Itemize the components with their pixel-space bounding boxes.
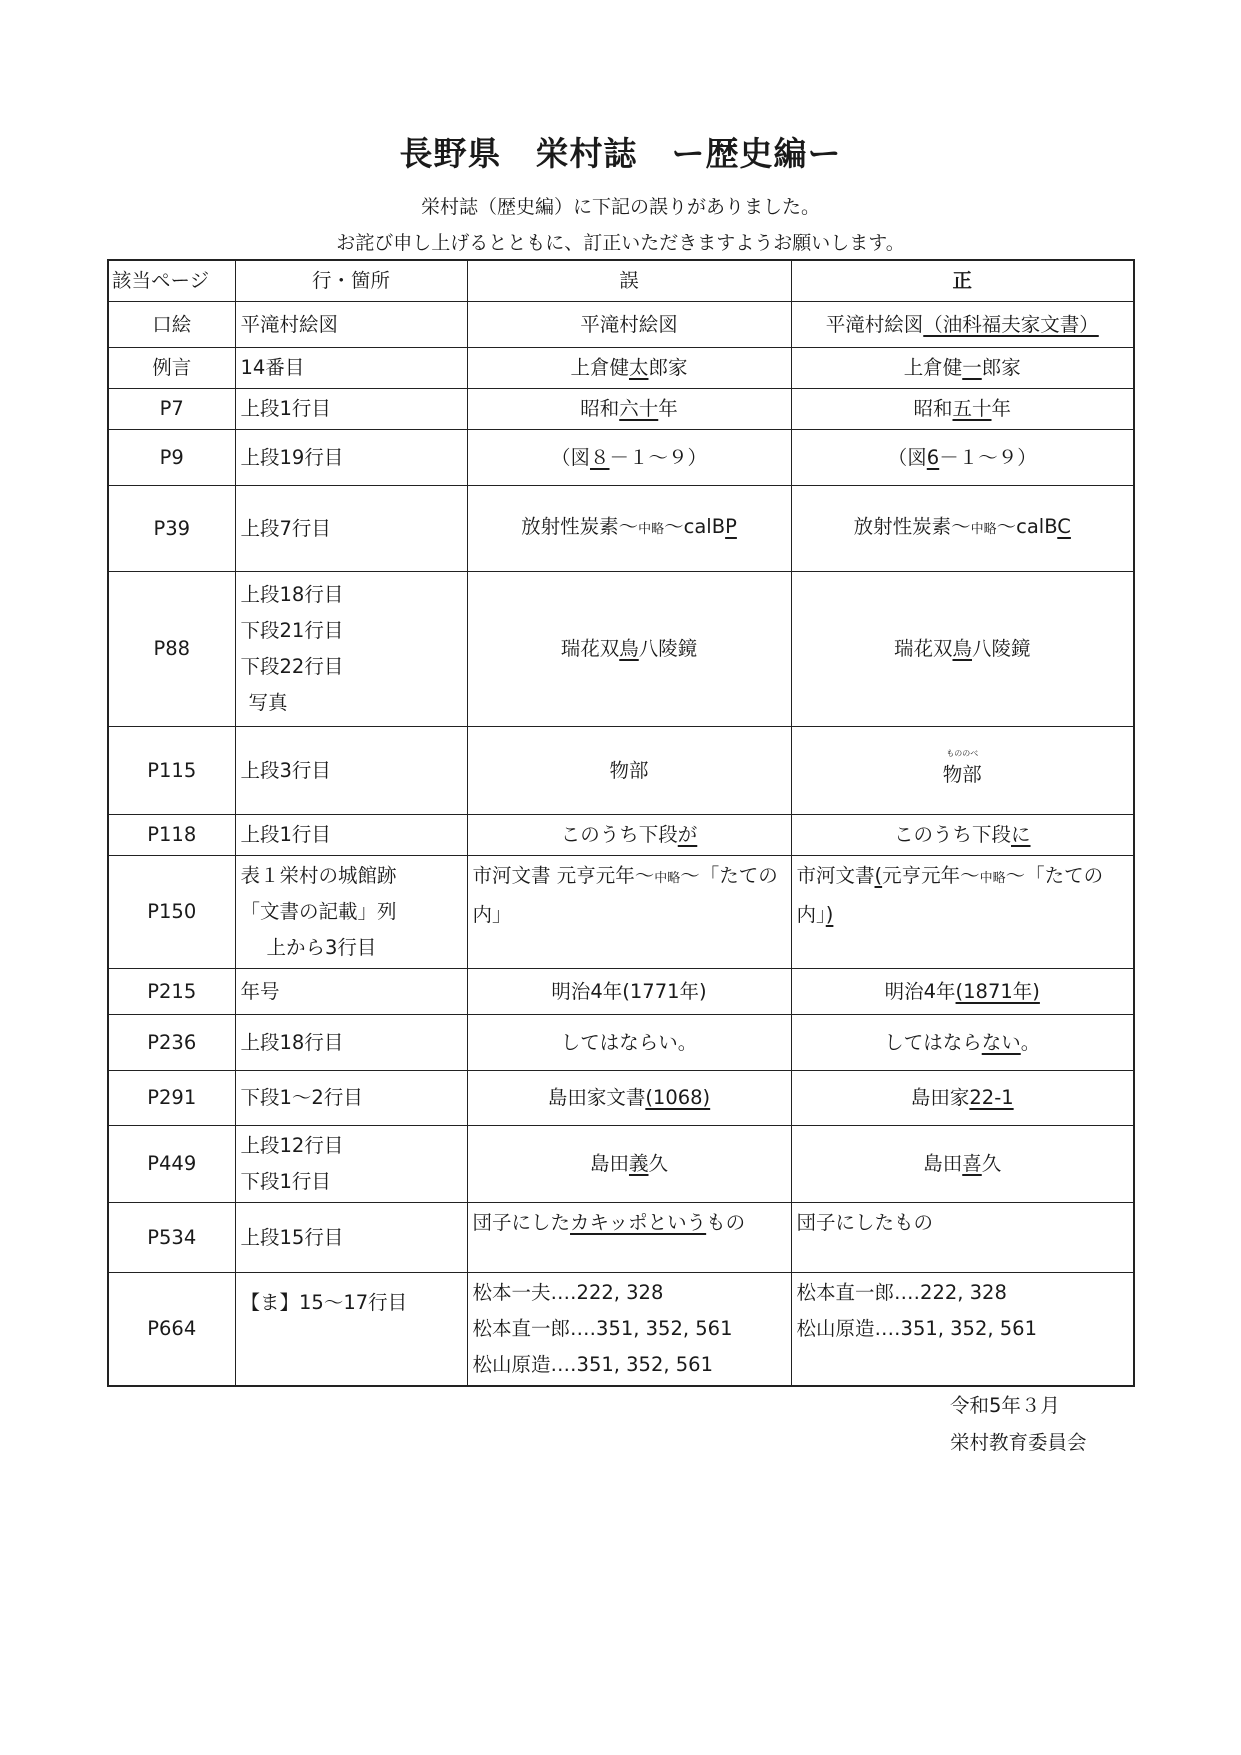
- row-location: 下段1～2行目: [235, 1071, 467, 1126]
- table-row: [108, 302, 1134, 348]
- row-wrong: [467, 1071, 791, 1126]
- correction-mark: （油科福夫家文書）: [923, 312, 1099, 336]
- error-mark: ８: [589, 445, 610, 469]
- row-location: 上段1行目: [235, 815, 467, 856]
- index-entry: 松本一夫‥‥222, 328: [472, 1281, 664, 1304]
- row-page: P39: [108, 486, 235, 572]
- row-wrong: [467, 430, 791, 486]
- index-entry: 松山原造‥‥351, 352, 561: [472, 1353, 713, 1376]
- row-wrong: してはならい。: [467, 1015, 791, 1071]
- correction-mark: 五十: [952, 397, 992, 420]
- text-fragment: 上倉健: [570, 356, 629, 379]
- header-location: 行・箇所: [235, 260, 467, 302]
- text-fragment: （図: [550, 445, 590, 469]
- location-line: 表１栄村の城館跡: [240, 864, 397, 887]
- text-fragment: 市河文書: [796, 864, 875, 887]
- row-page: P115: [108, 727, 235, 815]
- row-location: 上段1行目: [235, 389, 467, 430]
- text-fragment: 放射性炭素～: [521, 515, 639, 538]
- row-wrong: 物部: [467, 727, 791, 815]
- omission-note: 中略: [654, 871, 681, 886]
- row-correct: [791, 430, 1134, 486]
- text-fragment: 平滝村絵図: [825, 312, 924, 336]
- row-correct: [791, 302, 1134, 348]
- table-row: [108, 969, 1134, 1015]
- row-wrong: 平滝村絵図: [467, 302, 791, 348]
- text-fragment: 久: [981, 1152, 1002, 1175]
- text-fragment: してはなら: [884, 1030, 982, 1054]
- row-page: P236: [108, 1015, 235, 1071]
- row-page: P150: [108, 856, 235, 969]
- row-wrong: [467, 572, 791, 727]
- text-fragment: 団子にした: [472, 1211, 571, 1234]
- furigana: もののべ: [946, 748, 979, 758]
- correction-mark: に: [1011, 823, 1031, 846]
- text-fragment: 八陵鏡: [638, 637, 698, 660]
- correction-mark: (: [874, 864, 883, 887]
- error-mark: 六十: [619, 397, 659, 420]
- text-fragment: 島田家文書: [547, 1086, 646, 1109]
- table-row: [108, 856, 1134, 969]
- table-row: [108, 1015, 1134, 1071]
- row-correct: [791, 572, 1134, 727]
- text-fragment: 郎家: [981, 356, 1021, 379]
- row-location: [235, 1126, 467, 1203]
- text-fragment: 郎家: [648, 356, 688, 379]
- table-row: [108, 348, 1134, 389]
- text-fragment: 島田家: [910, 1086, 970, 1109]
- row-correct: [791, 1071, 1134, 1126]
- index-entry: 松本直一郎‥‥222, 328: [796, 1281, 1007, 1304]
- table-header-row: [108, 260, 1134, 302]
- correction-mark: 一: [962, 356, 982, 379]
- text-fragment: －１～９）: [609, 445, 708, 469]
- row-location: 年号: [235, 969, 467, 1015]
- text-fragment: 八陵鏡: [972, 637, 1031, 660]
- location-line: 上から3行目: [266, 936, 377, 959]
- row-location: 平滝村絵図: [235, 302, 467, 348]
- subtitle-line-1: 栄村誌（歴史編）に下記の誤りがありました。: [420, 196, 820, 218]
- header-correct: 正: [791, 260, 1134, 302]
- text-fragment: 市河文書 元亨元年～: [472, 864, 655, 887]
- row-correct: [791, 815, 1134, 856]
- text-fragment: 昭和: [580, 397, 620, 420]
- row-wrong: [467, 1203, 791, 1273]
- row-correct: [791, 856, 1134, 969]
- text-fragment: 元亨元年～: [882, 864, 980, 887]
- correction-mark: 22-1: [969, 1086, 1014, 1109]
- row-correct: [791, 389, 1134, 430]
- text-fragment: （図: [887, 445, 927, 469]
- header-wrong: 誤: [467, 260, 791, 302]
- location-line: 下段1行目: [240, 1170, 331, 1193]
- table-row: [108, 1203, 1134, 1273]
- row-page: P88: [108, 572, 235, 727]
- error-mark: 鳥: [619, 637, 639, 660]
- document-title: 長野県 栄村誌 ー歴史編ー: [399, 134, 842, 173]
- row-correct: [791, 1126, 1134, 1203]
- table-row: [108, 389, 1134, 430]
- row-page: P449: [108, 1126, 235, 1203]
- table-row: [108, 727, 1134, 815]
- text-fragment: 年: [991, 397, 1012, 420]
- row-wrong: [467, 1126, 791, 1203]
- row-page: 口絵: [108, 302, 235, 348]
- location-line: 下段21行目: [240, 619, 344, 642]
- text-fragment: 放射性炭素～: [853, 515, 971, 538]
- error-mark: が: [677, 823, 698, 846]
- text-fragment: 島田: [589, 1152, 629, 1175]
- row-location: 上段18行目: [235, 1015, 467, 1071]
- table-row: [108, 815, 1134, 856]
- location-line: 上段12行目: [240, 1134, 344, 1157]
- error-mark: 太: [628, 356, 649, 379]
- row-page: P664: [108, 1273, 235, 1387]
- row-correct: 団子にしたもの: [791, 1203, 1134, 1273]
- location-line: 下段22行目: [240, 655, 344, 678]
- index-entry: 松本直一郎‥‥351, 352, 561: [472, 1317, 733, 1340]
- row-location: [235, 856, 467, 969]
- table-row: [108, 430, 1134, 486]
- row-location: 上段3行目: [235, 727, 467, 815]
- row-location: 上段15行目: [235, 1203, 467, 1273]
- correction-mark: ない: [981, 1030, 1021, 1054]
- row-correct: [791, 1273, 1134, 1387]
- row-page: P7: [108, 389, 235, 430]
- table-row: [108, 486, 1134, 572]
- row-correct: [791, 486, 1134, 572]
- text-fragment: 。: [1020, 1030, 1041, 1054]
- text-fragment: 上倉健: [903, 356, 963, 379]
- table-row: [108, 1071, 1134, 1126]
- errata-table: [107, 259, 1135, 1387]
- omission-note: 中略: [979, 871, 1006, 886]
- subtitle-line-2: お詫び申し上げるとともに、訂正いただきますようお願いします。: [336, 232, 905, 254]
- text-fragment: 瑞花双: [560, 637, 620, 660]
- row-page: P9: [108, 430, 235, 486]
- error-mark: 義: [628, 1152, 649, 1175]
- text-fragment: 瑞花双: [893, 637, 953, 660]
- correction-mark: 喜: [962, 1152, 982, 1175]
- row-location: [235, 572, 467, 727]
- error-mark: カキッポという: [570, 1211, 707, 1234]
- row-wrong: [467, 856, 791, 969]
- footer-issuer: 栄村教育委員会: [950, 1431, 1087, 1454]
- row-correct: [791, 969, 1134, 1015]
- row-page: P291: [108, 1071, 235, 1126]
- omission-note: 中略: [970, 522, 997, 537]
- location-line: 上段18行目: [240, 583, 344, 606]
- table-row: [108, 1273, 1134, 1387]
- row-location: 14番目: [235, 348, 467, 389]
- location-line: 「文書の記載」列: [240, 900, 397, 923]
- row-wrong: [467, 389, 791, 430]
- row-wrong: [467, 348, 791, 389]
- text-fragment: 島田: [923, 1152, 963, 1175]
- correction-mark: C: [1057, 515, 1071, 538]
- text-fragment: 久: [648, 1152, 669, 1175]
- text-fragment: ～「たての内」: [472, 864, 778, 926]
- error-mark: P: [725, 515, 737, 538]
- row-wrong: [467, 486, 791, 572]
- row-location: 上段7行目: [235, 486, 467, 572]
- ruby-base: 物部: [942, 762, 982, 786]
- row-location: 上段19行目: [235, 430, 467, 486]
- correction-mark: (1871年): [955, 979, 1040, 1003]
- row-correct: [791, 1015, 1134, 1071]
- text-fragment: ～calB: [996, 515, 1058, 538]
- row-wrong: 明治4年(1771年): [467, 969, 791, 1015]
- correction-mark: 鳥: [952, 637, 972, 660]
- text-fragment: ～calB: [664, 515, 726, 538]
- text-fragment: このうち下段: [893, 823, 1011, 846]
- header-page: 該当ページ: [108, 260, 235, 302]
- row-page: P534: [108, 1203, 235, 1273]
- text-fragment: もの: [706, 1211, 746, 1234]
- index-entry: 松山原造‥‥351, 352, 561: [796, 1317, 1037, 1340]
- row-page: P118: [108, 815, 235, 856]
- row-wrong: [467, 1273, 791, 1387]
- text-fragment: 昭和: [913, 397, 953, 420]
- text-fragment: このうち下段: [560, 823, 678, 846]
- table-row: [108, 572, 1134, 727]
- error-mark: (1068): [645, 1086, 711, 1109]
- row-page: 例言: [108, 348, 235, 389]
- ruby-text: [943, 749, 982, 793]
- row-correct: [791, 348, 1134, 389]
- row-correct: [791, 727, 1134, 815]
- text-fragment: 明治4年: [884, 979, 956, 1003]
- row-wrong: [467, 815, 791, 856]
- table-row: [108, 1126, 1134, 1203]
- text-fragment: －１～９）: [939, 445, 1037, 469]
- location-line: 写真: [248, 691, 288, 714]
- correction-mark: 6: [926, 445, 940, 469]
- row-location: 【ま】15～17行目: [235, 1273, 467, 1387]
- text-fragment: 年: [658, 397, 678, 420]
- row-page: P215: [108, 969, 235, 1015]
- footer-date: 令和5年３月: [950, 1394, 1060, 1417]
- correction-mark: ): [825, 903, 834, 926]
- omission-note: 中略: [638, 522, 665, 537]
- text-fragment: ～「たての内」: [796, 864, 1104, 926]
